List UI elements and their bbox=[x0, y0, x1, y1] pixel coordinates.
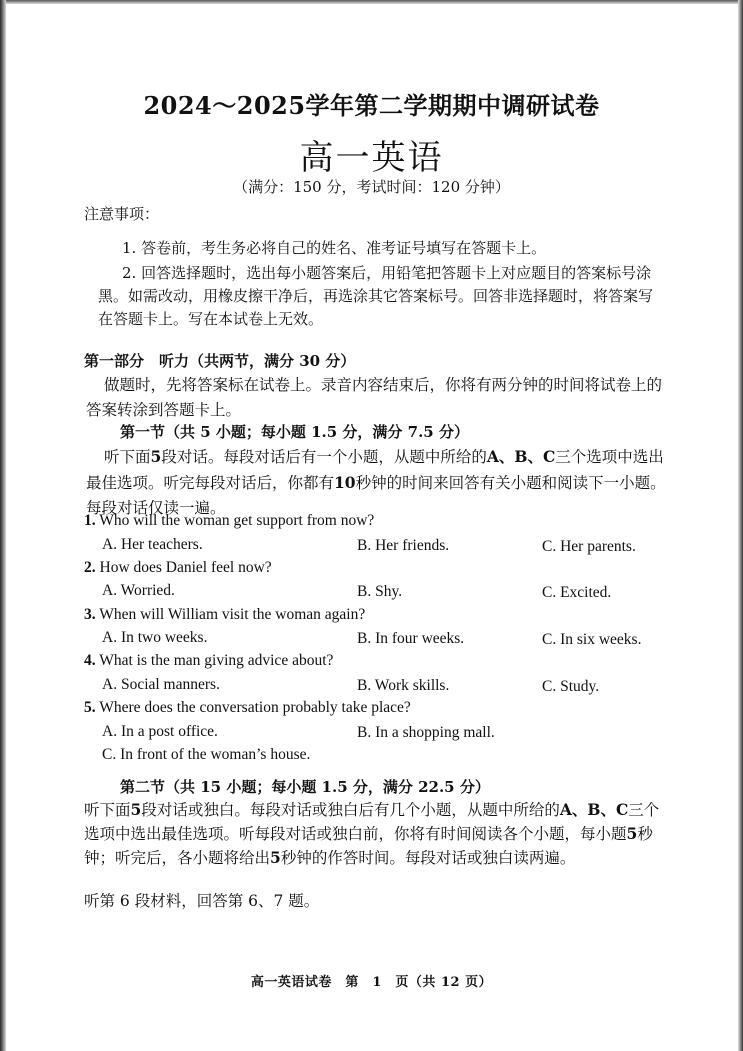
notice-heading: 注意事项： bbox=[84, 205, 160, 223]
part1-intro: 做题时，先将答案标在试卷上。录音内容结束后，你将有两分钟的时间将试卷上的答案转涂到答题卡上。 bbox=[86, 376, 663, 419]
notice-item-1: 1. 答卷前，考生务必将自己的姓名、准考证号填写在答题卡上。 bbox=[122, 239, 547, 257]
section1-heading: 第一节（共 5 小题；每小题 1.5 分，满分 7.5 分） bbox=[120, 423, 469, 441]
question-2-option-c: C. Excited. bbox=[542, 584, 612, 601]
question-2: 2. How does Daniel feel now? bbox=[84, 559, 272, 576]
question-5: 5. Where does the conversation probably take place? bbox=[84, 699, 411, 716]
question-3: 3. When will William visit the woman again? bbox=[84, 606, 366, 623]
section2-heading: 第二节（共 15 小题；每小题 1.5 分，满分 22.5 分） bbox=[120, 778, 490, 796]
question-2-option-a: A. Worried. bbox=[102, 582, 175, 599]
exam-meta: （满分：150 分，考试时间：120 分钟） bbox=[233, 178, 510, 196]
question-1-option-a: A. Her teachers. bbox=[102, 536, 203, 553]
section2-intro: 听下面5段对话或独白。每段对话或独白后有几个小题，从题中所给的A、B、C三个选项中选出最佳选项。听每段对话或独白前，你将有时间阅读各个小题，每小题5秒钟；听完后，各小题将给出5秒钟的作答时间。每段对话或独白读两遍。 bbox=[84, 800, 660, 867]
question-2-option-b: B. Shy. bbox=[357, 583, 403, 600]
exam-title: 2024～2025学年第二学期期中调研试卷 bbox=[143, 91, 600, 120]
page-footer: 高一英语试卷 第 1 页（共 12 页） bbox=[250, 975, 493, 990]
exam-subject: 高一英语 bbox=[299, 138, 444, 178]
question-1-option-b: B. Her friends. bbox=[357, 537, 450, 554]
question-5-option-b: B. In a shopping mall. bbox=[357, 724, 495, 741]
question-1-option-c: C. Her parents. bbox=[542, 538, 636, 555]
question-4: 4. What is the man giving advice about? bbox=[84, 652, 334, 669]
question-4-option-b: B. Work skills. bbox=[357, 677, 450, 694]
question-4-option-c: C. Study. bbox=[542, 678, 600, 695]
question-1: 1. Who will the woman get support from now? bbox=[84, 512, 375, 529]
scan-edge-top bbox=[0, 0, 743, 4]
section1-intro: 听下面5段对话。每段对话后有一个小题，从题中所给的A、B、C三个选项中选出最佳选项。听完每段对话后，你都有10秒钟的时间来回答有关小题和阅读下一小题。每段对话仅读一遍。 bbox=[86, 447, 666, 517]
listen-material-6: 听第 6 段材料，回答第 6、7 题。 bbox=[84, 892, 320, 910]
question-3-option-b: B. In four weeks. bbox=[357, 630, 465, 647]
question-3-option-a: A. In two weeks. bbox=[102, 629, 208, 646]
question-5-option-c: C. In front of the woman’s house. bbox=[102, 746, 311, 763]
question-3-option-c: C. In six weeks. bbox=[542, 631, 642, 648]
part1-heading: 第一部分 听力（共两节，满分 30 分） bbox=[84, 352, 356, 370]
question-4-option-a: A. Social manners. bbox=[102, 676, 220, 693]
notice-item-2: 2. 回答选择题时，选出每小题答案后，用铅笔把答题卡上对应题目的答案标号涂黑。如需改动，用橡皮擦干净后，再选涂其它答案标号。回答非选择题时，将答案写在答题卡上。写在本试卷上无效。 bbox=[98, 264, 654, 328]
question-5-option-a: A. In a post office. bbox=[102, 723, 218, 740]
